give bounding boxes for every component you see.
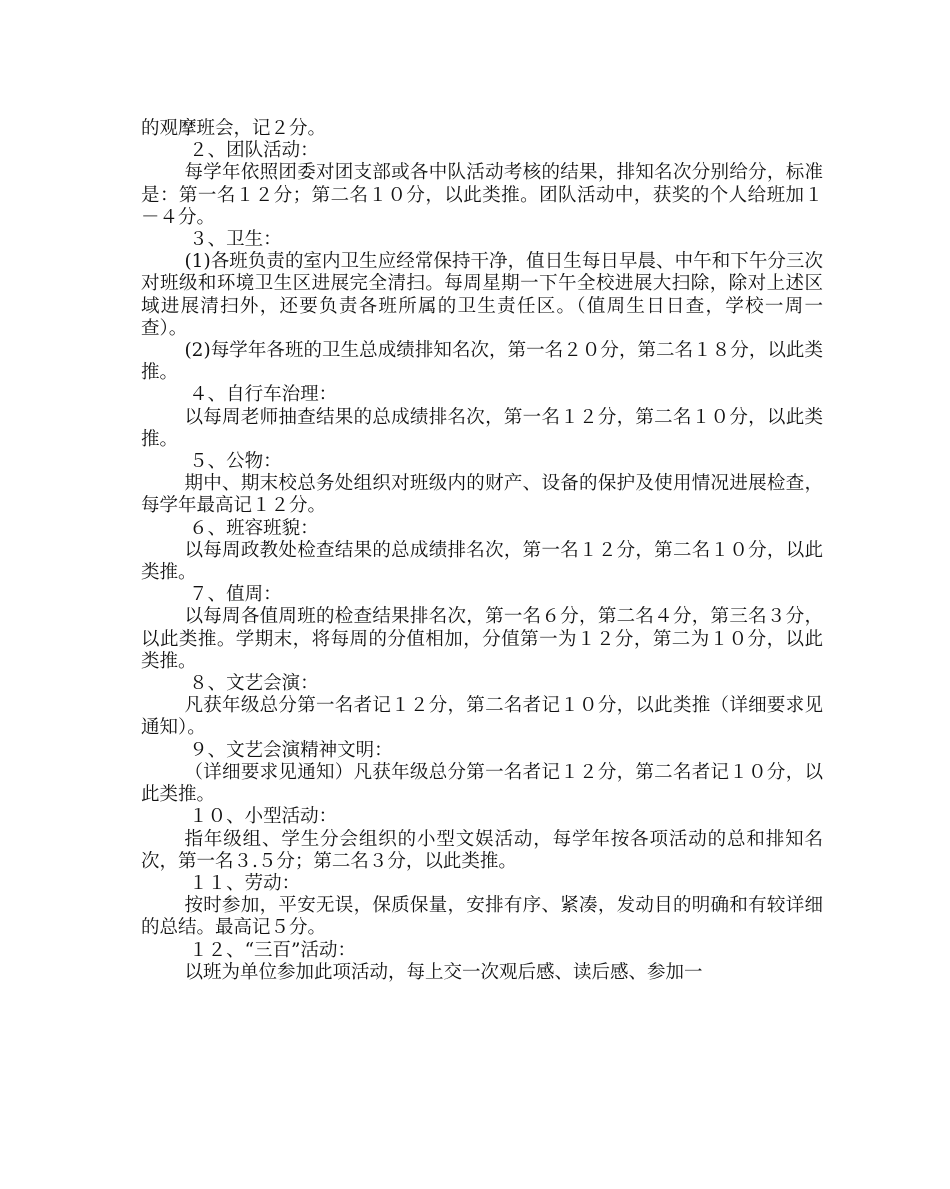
paragraph-continuation: 的观摩班会，记２分。: [141, 118, 327, 139]
paragraph-performance: 凡获年级总分第一名者记１２分，第二名者记１０分，以此类推（详细要求见通知）。: [141, 695, 823, 739]
section-heading-three-hundred: １２、“三百”活动：: [189, 939, 357, 961]
section-heading-duty-week: ７、值周：: [189, 584, 282, 606]
section-heading-performance-civility: ９、文艺会演精神文明：: [189, 739, 393, 761]
paragraph-bicycle: 以每周老师抽查结果的总成绩排名次，第一名１２分，第二名１０分，以此类推。: [141, 406, 823, 450]
section-heading-property: ５、公物：: [189, 451, 282, 473]
paragraph-hygiene-2: (2)每学年各班的卫生总成绩排知名次，第一名２０分，第二名１８分，以此类推。: [141, 340, 823, 384]
section-heading-bicycle: ４、自行车治理：: [189, 384, 338, 406]
paragraph-three-hundred: 以班为单位参加此项活动，每上交一次观后感、读后感、参加一: [184, 961, 703, 983]
paragraph-labor: 按时参加，平安无误，保质保量，安排有序、紧凑，发动目的明确和有较详细的总结。最高记５分。: [141, 895, 823, 939]
paragraph-hygiene-1: (1)各班负责的室内卫生应经常保持干净，值日生每日早晨、中午和下午分三次对班级和环境卫生区进展完全清扫。每周星期一下午全校进展大扫除，除对上述区域进展清扫外，还要负责各班所属的卫生责任区。（值周生日日查，学校一周一查）。: [141, 251, 823, 339]
paragraph-team: 每学年依照团委对团支部或各中队活动考核的结果，排知名次分别给分，标准是：第一名１２分；第二名１０分，以此类推。团队活动中，获奖的个人给班加１－４分。: [141, 162, 823, 228]
section-heading-labor: １１、劳动：: [189, 872, 301, 894]
section-heading-class-appearance: ６、班容班貌：: [189, 517, 319, 539]
section-heading-small-activities: １０、小型活动：: [189, 806, 338, 828]
paragraph-performance-civility: （详细要求见通知）凡获年级总分第一名者记１２分，第二名者记１０分，以此类推。: [141, 761, 823, 806]
paragraph-class-appearance: 以每周政教处检查结果的总成绩排名次，第一名１２分，第二名１０分，以此类推。: [141, 539, 823, 584]
paragraph-duty-week: 以每周各值周班的检查结果排名次，第一名６分，第二名４分，第三名３分，以此类推。学期末，将每周的分值相加，分值第一为１２分，第二为１０分，以此类推。: [141, 606, 823, 672]
section-heading-performance: ８、文艺会演：: [189, 673, 319, 695]
paragraph-property: 期中、期末校总务处组织对班级内的财产、设备的保护及使用情况进展检查，每学年最高记１２分。: [141, 473, 823, 517]
document-page: [141, 118, 823, 984]
section-heading-hygiene: ３、卫生：: [189, 229, 282, 251]
section-heading-team: ２、团队活动：: [189, 140, 319, 162]
paragraph-small-activities: 指年级组、学生分会组织的小型文娱活动，每学年按各项活动的总和排知名次，第一名３.５分；第二名３分，以此类推。: [141, 828, 823, 872]
